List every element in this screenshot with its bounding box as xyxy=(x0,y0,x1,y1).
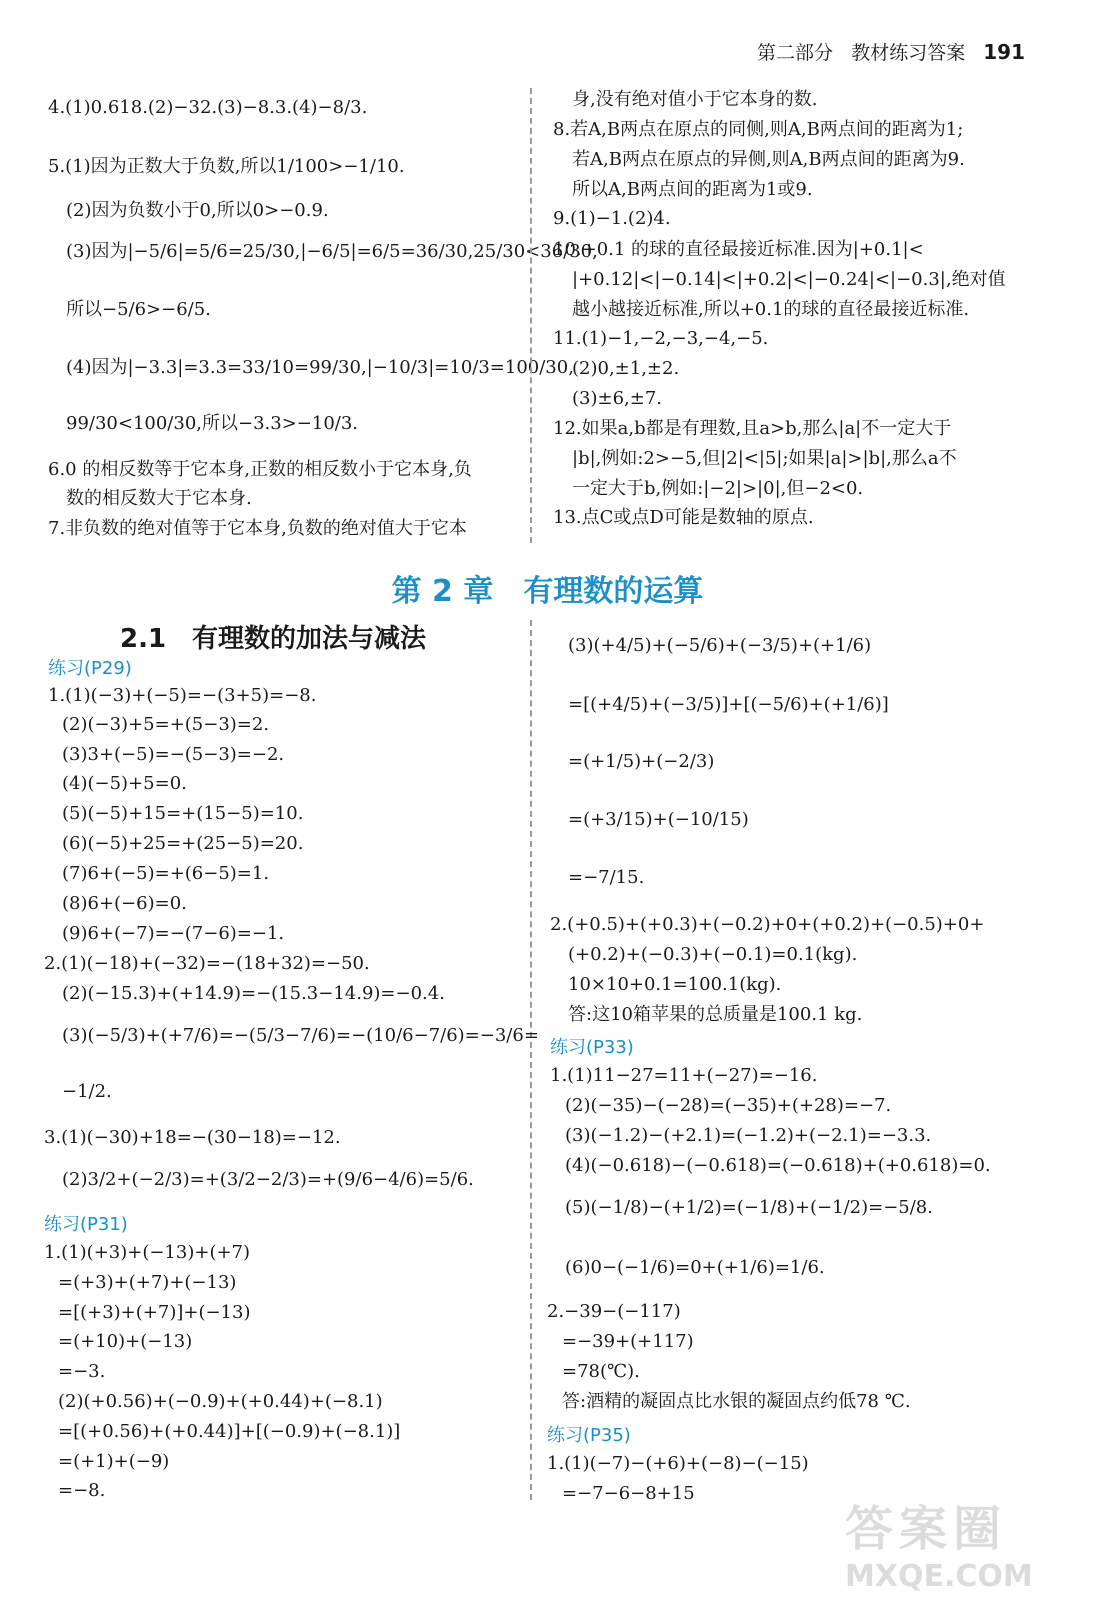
practice-label-p31: 练习(P31) xyxy=(44,1214,128,1235)
answer-line: =[(+3)+(+7)]+(−13) xyxy=(58,1302,251,1323)
page-header xyxy=(757,38,1025,65)
answer-line: =(+1/5)+(−2/3) xyxy=(568,751,715,772)
answer-line: 2.(+0.5)+(+0.3)+(−0.2)+0+(+0.2)+(−0.5)+0+ xyxy=(550,914,985,935)
answer-line: =[(+0.56)+(+0.44)]+[(−0.9)+(−8.1)] xyxy=(58,1421,401,1442)
answer-line: =(+1)+(−9) xyxy=(58,1451,170,1472)
practice-label-p33: 练习(P33) xyxy=(550,1037,634,1058)
answer-line: =(+3/15)+(−10/15) xyxy=(568,809,749,830)
answer-line: 10×10+0.1=100.1(kg). xyxy=(568,974,782,995)
watermark-top-text: 答案圈 xyxy=(845,1501,1008,1557)
answer-line: 2.−39−(−117) xyxy=(547,1301,681,1322)
answer-line: =78(℃). xyxy=(562,1361,640,1382)
answer-line: (3)(−1.2)−(+2.1)=(−1.2)+(−2.1)=−3.3. xyxy=(565,1125,932,1146)
page-number: 191 xyxy=(983,40,1025,64)
answer-line: 13.点C或点D可能是数轴的原点. xyxy=(553,507,814,528)
answer-line: (6)0−(−1/6)=0+(+1/6)=1/6. xyxy=(565,1257,825,1278)
header-section: 第二部分 xyxy=(757,42,834,64)
answer-line: (3)3+(−5)=−(5−3)=−2. xyxy=(62,744,285,765)
answer-line: =−7−6−8+15 xyxy=(562,1483,695,1504)
answer-line: 1.(1)(+3)+(−13)+(+7) xyxy=(44,1242,251,1263)
answer-line: (6)(−5)+25=+(25−5)=20. xyxy=(62,833,304,854)
answer-line: (2)因为负数小于0,所以0>−0.9. xyxy=(66,200,329,221)
answer-line: (3)±6,±7. xyxy=(572,388,663,409)
answer-line: (7)6+(−5)=+(6−5)=1. xyxy=(62,863,270,884)
answer-line: 所以A,B两点间的距离为1或9. xyxy=(572,179,813,200)
answer-line: 4.(1)0.618.(2)−32.(3)−8.3.(4)−8/3. xyxy=(48,97,368,118)
answer-line: |+0.12|<|−0.14|<|+0.2|<|−0.24|<|−0.3|,绝对值 xyxy=(572,269,1006,290)
answer-line: 若A,B两点在原点的异侧,则A,B两点间的距离为9. xyxy=(572,149,965,170)
answer-line: (4)因为|−3.3|=3.3=33/10=99/30,|−10/3|=10/3=100/30, xyxy=(66,357,574,378)
answer-line: 11.(1)−1,−2,−3,−4,−5. xyxy=(553,328,769,349)
answer-line: 7.非负数的绝对值等于它本身,负数的绝对值大于它本 xyxy=(48,518,467,539)
answer-line: =(+10)+(−13) xyxy=(58,1331,193,1352)
answer-line: (2)(−35)−(−28)=(−35)+(+28)=−7. xyxy=(565,1095,892,1116)
answer-line: (3)(+4/5)+(−5/6)+(−3/5)+(+1/6) xyxy=(568,635,872,656)
answer-line: 越小越接近标准,所以+0.1的球的直径最接近标准. xyxy=(572,299,970,320)
answer-line: 一定大于b,例如:|−2|>|0|,但−2<0. xyxy=(572,478,864,499)
answer-line: 数的相反数大于它本身. xyxy=(66,488,252,509)
answer-line: 5.(1)因为正数大于负数,所以1/100>−1/10. xyxy=(48,156,405,177)
answer-line: 9.(1)−1.(2)4. xyxy=(553,208,671,229)
practice-label-p29: 练习(P29) xyxy=(48,658,132,679)
answer-line: 身,没有绝对值小于它本身的数. xyxy=(572,89,818,110)
answer-line: (3)因为|−5/6|=5/6=25/30,|−6/5|=6/5=36/30,25/30<36/30, xyxy=(66,241,598,262)
section-title: 2.1 有理数的加法与减法 xyxy=(120,624,427,654)
answer-line: (2)3/2+(−2/3)=+(3/2−2/3)=+(9/6−4/6)=5/6. xyxy=(62,1169,474,1190)
answer-line: (4)(−0.618)−(−0.618)=(−0.618)+(+0.618)=0. xyxy=(565,1155,991,1176)
answer-line: 8.若A,B两点在原点的同侧,则A,B两点间的距离为1; xyxy=(553,119,964,140)
answer-line: 3.(1)(−30)+18=−(30−18)=−12. xyxy=(44,1127,341,1148)
answer-line: (3)(−5/3)+(+7/6)=−(5/3−7/6)=−(10/6−7/6)=−3/6= xyxy=(62,1025,539,1046)
column-divider xyxy=(530,88,532,543)
answer-line: =−7/15. xyxy=(568,867,645,888)
column-divider xyxy=(530,620,532,1500)
answer-line: |b|,例如:2>−5,但|2|<|5|;如果|a|>|b|,那么a不 xyxy=(572,448,957,469)
answer-line: =−39+(+117) xyxy=(562,1331,694,1352)
answer-line: 99/30<100/30,所以−3.3>−10/3. xyxy=(66,413,359,434)
answer-line: 2.(1)(−18)+(−32)=−(18+32)=−50. xyxy=(44,953,370,974)
answer-line: (8)6+(−6)=0. xyxy=(62,893,187,914)
answer-line: (+0.2)+(−0.3)+(−0.1)=0.1(kg). xyxy=(568,944,858,965)
watermark-logo xyxy=(845,1490,1065,1594)
answer-line: =[(+4/5)+(−3/5)]+[(−5/6)+(+1/6)] xyxy=(568,694,889,715)
answer-line: (2)0,±1,±2. xyxy=(572,358,680,379)
answer-line: 答:酒精的凝固点比水银的凝固点约低78 ℃. xyxy=(562,1391,911,1412)
chapter-title: 第 2 章 有理数的运算 xyxy=(391,574,704,609)
answer-line: 1.(1)(−7)−(+6)+(−8)−(−15) xyxy=(547,1453,809,1474)
answer-line: 所以−5/6>−6/5. xyxy=(66,299,211,320)
answer-line: 1.(1)(−3)+(−5)=−(3+5)=−8. xyxy=(48,685,317,706)
answer-line: 10.+0.1 的球的直径最接近标准.因为|+0.1|< xyxy=(553,239,924,260)
answer-line: (9)6+(−7)=−(7−6)=−1. xyxy=(62,923,285,944)
answer-line: 答:这10箱苹果的总质量是100.1 kg. xyxy=(568,1004,863,1025)
answer-line: (4)(−5)+5=0. xyxy=(62,773,187,794)
answer-line: 1.(1)11−27=11+(−27)=−16. xyxy=(550,1065,818,1086)
practice-label-p35: 练习(P35) xyxy=(547,1425,631,1446)
answer-line: =−3. xyxy=(58,1361,106,1382)
answer-line: 12.如果a,b都是有理数,且a>b,那么|a|不一定大于 xyxy=(553,418,952,439)
answer-line: =−8. xyxy=(58,1480,106,1501)
answer-line: (5)(−1/8)−(+1/2)=(−1/8)+(−1/2)=−5/8. xyxy=(565,1197,933,1218)
answer-line: (5)(−5)+15=+(15−5)=10. xyxy=(62,803,304,824)
answer-line: 6.0 的相反数等于它本身,正数的相反数小于它本身,负 xyxy=(48,459,472,480)
answer-line: (2)(+0.56)+(−0.9)+(+0.44)+(−8.1) xyxy=(58,1391,383,1412)
answer-line: =(+3)+(+7)+(−13) xyxy=(58,1272,237,1293)
answer-line: (2)(−3)+5=+(5−3)=2. xyxy=(62,714,270,735)
watermark-bottom-text: MXQE.COM xyxy=(845,1559,1033,1594)
header-title: 教材练习答案 xyxy=(851,42,966,64)
answer-line: −1/2. xyxy=(62,1081,112,1102)
answer-line: (2)(−15.3)+(+14.9)=−(15.3−14.9)=−0.4. xyxy=(62,983,445,1004)
